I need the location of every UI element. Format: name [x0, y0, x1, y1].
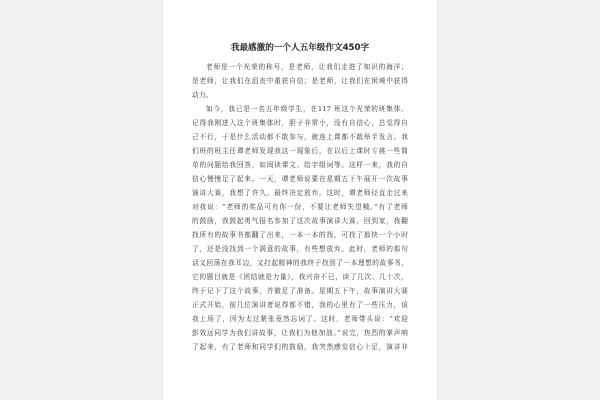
paragraph-line: 彭效远同学为我们讲故事，让我们为他加油。”说完，热烈的掌声响 [192, 329, 408, 337]
paragraph-line: 找所有的故事书都翻了出来，一本一本的找，可找了那快一个小时 [192, 231, 408, 239]
paragraph-line: 信心慢慢足了起来。一天，谭老师说要在星期五下午展开一次故事 [192, 175, 408, 183]
paragraph-line: 对我说：“老师的奖品可有你一份，不要让老师失望哦。”有了老师 [192, 203, 408, 211]
paragraph-line: 了，还是没找到一个满意的故事，有些想放弃。此时，老师的那句 [192, 245, 408, 253]
paragraph-line: 了起来，有了老师和同学们的鼓励，我突然感觉信心十足，演讲非 [192, 343, 408, 351]
paragraph-line: 单的问题给我回答，如阅读课文、给字组词等。这样一来，我的自 [192, 161, 408, 169]
paragraph-line: 话又回荡在我耳边，又打起精神的我终于找到了一本理想的故事书， [192, 259, 408, 267]
document-title: 我最感激的一个人五年级作文450字 [230, 43, 370, 53]
document-page [163, 0, 437, 400]
paragraph-line: 们班的班主任谭老师发现我这一现象后，在以后上课时专挑一些简 [192, 147, 408, 155]
paragraph-line: 的鼓励，我鼓起勇气报名参加了这次故事演讲大赛。回到家，我翻 [192, 217, 408, 225]
paragraph-line: 终于记下了这个故事，并做足了准备。星期五下午，故事演讲大赛 [192, 287, 408, 295]
paragraph-line: 记得我刚进入这个班集体时，胆子非常小，没有自信心，总觉得自 [192, 119, 408, 127]
paragraph-line: 它的题目就是《团结就是力量》，我兴奋不已，读了几次、几十次， [192, 273, 408, 281]
paragraph-line: 老师是一个光荣的称号，是老师，让我们走进了知识的海洋； [206, 63, 408, 71]
paragraph-line: 己不行，于是什么活动都不敢参与，就连上课都不敢举手发言。我 [192, 133, 408, 141]
paragraph-line: 正式开始，前几位演讲者说得都不错，我的心里有了一些压力，该 [192, 301, 408, 309]
paragraph-line: 演讲大赛，我想了许久，最终决定放弃。这时，谭老师径直走过来 [192, 189, 408, 197]
paragraph-line: 我上场了，因为太过紧张竟然忘词了。这时，老师带头说：“欢迎 [192, 315, 408, 323]
paragraph-line: 是老师，让我们在沮丧中重获自信；是老师，让我们在困境中获得 [192, 77, 408, 85]
paragraph-line: 如今，我已是一名五年级学生，在117 班这个光荣的班集体。 [206, 105, 408, 113]
paragraph-line: 动力。 [192, 91, 213, 99]
